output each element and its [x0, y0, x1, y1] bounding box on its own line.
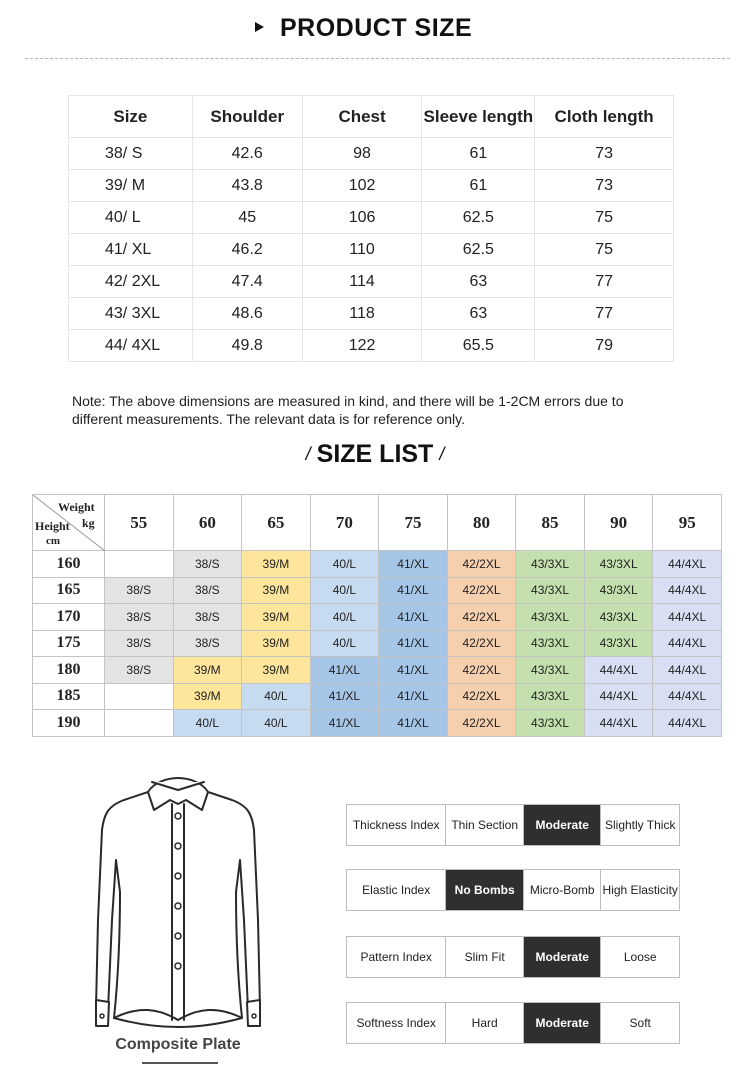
- size-cell: 44/4XL: [653, 604, 722, 631]
- size-cell: 41/XL: [310, 657, 379, 684]
- size-cell: 42/2XL: [447, 604, 516, 631]
- shoulder-cell: 42.6: [192, 138, 302, 170]
- size-cell: 41/XL: [379, 604, 448, 631]
- grid-body: [33, 551, 722, 737]
- length-cell: 75: [535, 202, 674, 234]
- height-value: 165: [33, 577, 105, 604]
- size-cell: 43/3XL: [516, 710, 585, 737]
- length-cell: 73: [535, 138, 674, 170]
- size-list-title: [0, 440, 750, 469]
- table-row: [69, 330, 674, 362]
- size-cell: 39/M: [242, 604, 311, 631]
- size-cell: 44/4XL: [584, 657, 653, 684]
- empty-cell: [105, 683, 174, 710]
- corner-height-label: Height: [35, 519, 70, 533]
- size-cell: 40/L: [242, 683, 311, 710]
- height-value: 175: [33, 630, 105, 657]
- weight-header: 60: [173, 495, 242, 551]
- pattern-option-selected: Moderate: [524, 937, 602, 977]
- elastic-option: High Elasticity: [601, 870, 679, 910]
- grid-row: [33, 604, 722, 631]
- size-cell: 38/S: [105, 657, 174, 684]
- size-cell: 39/M: [242, 630, 311, 657]
- header-size: Size: [69, 96, 193, 138]
- thickness-option: Slightly Thick: [601, 805, 679, 845]
- size-measurement-table: [68, 95, 674, 362]
- slash-decoration: /: [305, 444, 311, 464]
- grid-row: [33, 657, 722, 684]
- size-cell: 39/ M: [69, 170, 193, 202]
- size-cell: 41/XL: [310, 683, 379, 710]
- size-cell: 44/4XL: [653, 683, 722, 710]
- size-cell: 38/S: [173, 551, 242, 578]
- size-cell: 43/3XL: [516, 604, 585, 631]
- size-cell: 41/ XL: [69, 234, 193, 266]
- size-cell: 40/L: [310, 604, 379, 631]
- pattern-option: Slim Fit: [446, 937, 524, 977]
- shoulder-cell: 46.2: [192, 234, 302, 266]
- weight-header: 70: [310, 495, 379, 551]
- size-cell: 38/S: [173, 577, 242, 604]
- size-cell: 38/ S: [69, 138, 193, 170]
- sleeve-cell: 62.5: [422, 202, 535, 234]
- softness-index-row: [346, 1002, 680, 1044]
- corner-weight-unit: kg: [82, 516, 95, 530]
- size-cell: 44/4XL: [653, 577, 722, 604]
- size-cell: 44/4XL: [653, 630, 722, 657]
- size-cell: 38/S: [173, 604, 242, 631]
- shoulder-cell: 48.6: [192, 298, 302, 330]
- size-cell: 38/S: [105, 604, 174, 631]
- size-cell: 40/L: [242, 710, 311, 737]
- size-cell: 42/2XL: [447, 710, 516, 737]
- size-cell: 41/XL: [379, 683, 448, 710]
- grid-row: [33, 683, 722, 710]
- product-size-title-text: PRODUCT SIZE: [280, 14, 473, 42]
- size-cell: 42/2XL: [447, 551, 516, 578]
- size-cell: 43/3XL: [584, 551, 653, 578]
- size-cell: 40/L: [310, 551, 379, 578]
- size-cell: 43/3XL: [516, 657, 585, 684]
- size-cell: 44/4XL: [653, 657, 722, 684]
- size-cell: 41/XL: [310, 710, 379, 737]
- size-cell: 38/S: [173, 630, 242, 657]
- elastic-index-row: [346, 869, 680, 911]
- weight-header: 80: [447, 495, 516, 551]
- caption-underline: [142, 1062, 218, 1064]
- size-cell: 43/3XL: [516, 683, 585, 710]
- size-cell: 39/M: [242, 577, 311, 604]
- empty-cell: [105, 710, 174, 737]
- pattern-index-row: [346, 936, 680, 978]
- length-cell: 79: [535, 330, 674, 362]
- size-cell: 43/3XL: [516, 551, 585, 578]
- size-cell: 39/M: [242, 551, 311, 578]
- chest-cell: 98: [302, 138, 422, 170]
- sleeve-cell: 61: [422, 138, 535, 170]
- chest-cell: 114: [302, 266, 422, 298]
- corner-height-unit: cm: [46, 535, 61, 547]
- sleeve-cell: 65.5: [422, 330, 535, 362]
- product-size-header: [0, 0, 750, 62]
- grid-row: [33, 710, 722, 737]
- sleeve-cell: 62.5: [422, 234, 535, 266]
- shoulder-cell: 49.8: [192, 330, 302, 362]
- softness-index-label: Softness Index: [347, 1003, 446, 1043]
- size-cell: 40/ L: [69, 202, 193, 234]
- size-cell: 44/4XL: [653, 551, 722, 578]
- softness-option: Soft: [601, 1003, 679, 1043]
- size-cell: 44/4XL: [584, 710, 653, 737]
- softness-option: Hard: [446, 1003, 524, 1043]
- size-cell: 42/2XL: [447, 577, 516, 604]
- weight-header: 65: [242, 495, 311, 551]
- shoulder-cell: 45: [192, 202, 302, 234]
- size-cell: 39/M: [242, 657, 311, 684]
- size-cell: 43/3XL: [584, 577, 653, 604]
- elastic-option: Micro-Bomb: [524, 870, 602, 910]
- height-value: 160: [33, 551, 105, 578]
- header-sleeve-length: Sleeve length: [422, 96, 535, 138]
- size-cell: 40/L: [173, 710, 242, 737]
- size-cell: 41/XL: [379, 710, 448, 737]
- size-cell: 41/XL: [379, 630, 448, 657]
- weight-header: 55: [105, 495, 174, 551]
- shirt-illustration: [78, 770, 278, 1038]
- height-value: 180: [33, 657, 105, 684]
- size-cell: 44/4XL: [653, 710, 722, 737]
- chest-cell: 102: [302, 170, 422, 202]
- grid-header-row: [33, 495, 722, 551]
- length-cell: 77: [535, 266, 674, 298]
- table-row: [69, 298, 674, 330]
- size-cell: 44/ 4XL: [69, 330, 193, 362]
- pattern-option: Loose: [601, 937, 679, 977]
- elastic-option-selected: No Bombs: [446, 870, 524, 910]
- thickness-option: Thin Section: [446, 805, 524, 845]
- product-size-title: [255, 14, 472, 43]
- shoulder-cell: 47.4: [192, 266, 302, 298]
- weight-header: 75: [379, 495, 448, 551]
- weight-header: 85: [516, 495, 585, 551]
- size-cell: 43/3XL: [516, 577, 585, 604]
- size-cell: 42/2XL: [447, 657, 516, 684]
- size-list-title-text: SIZE LIST: [316, 440, 434, 468]
- chest-cell: 118: [302, 298, 422, 330]
- size-cell: 41/XL: [379, 577, 448, 604]
- table-row: [69, 266, 674, 298]
- shoulder-cell: 43.8: [192, 170, 302, 202]
- chest-cell: 110: [302, 234, 422, 266]
- size-list-grid: [32, 494, 722, 737]
- size-cell: 42/ 2XL: [69, 266, 193, 298]
- table-row: [69, 138, 674, 170]
- empty-cell: [105, 551, 174, 578]
- weight-header: 90: [584, 495, 653, 551]
- shirt-icon: [78, 770, 278, 1038]
- size-cell: 43/ 3XL: [69, 298, 193, 330]
- measurement-note: Note: The above dimensions are measured in kind, and there will be 1-2CM errors due to different measurements. The relevant data is for reference only.: [72, 393, 624, 427]
- grid-row: [33, 630, 722, 657]
- table-row: [69, 170, 674, 202]
- header-chest: Chest: [302, 96, 422, 138]
- size-cell: 39/M: [173, 683, 242, 710]
- size-cell: 42/2XL: [447, 630, 516, 657]
- table-header-row: [69, 96, 674, 138]
- elastic-index-label: Elastic Index: [347, 870, 446, 910]
- sleeve-cell: 61: [422, 170, 535, 202]
- sleeve-cell: 63: [422, 298, 535, 330]
- size-cell: 44/4XL: [584, 683, 653, 710]
- pattern-index-label: Pattern Index: [347, 937, 446, 977]
- shirt-caption: Composite Plate: [115, 1036, 241, 1053]
- size-cell: 40/L: [310, 577, 379, 604]
- size-cell: 41/XL: [379, 551, 448, 578]
- size-cell: 43/3XL: [584, 604, 653, 631]
- header-shoulder: Shoulder: [192, 96, 302, 138]
- height-value: 170: [33, 604, 105, 631]
- softness-option-selected: Moderate: [524, 1003, 602, 1043]
- dashed-divider: [25, 58, 730, 59]
- thickness-index-label: Thickness Index: [347, 805, 446, 845]
- size-cell: 40/L: [310, 630, 379, 657]
- grid-row: [33, 577, 722, 604]
- height-value: 190: [33, 710, 105, 737]
- size-cell: 42/2XL: [447, 683, 516, 710]
- grid-row: [33, 551, 722, 578]
- chest-cell: 106: [302, 202, 422, 234]
- table-row: [69, 234, 674, 266]
- height-value: 185: [33, 683, 105, 710]
- size-cell: 43/3XL: [584, 630, 653, 657]
- size-cell: 38/S: [105, 577, 174, 604]
- thickness-option-selected: Moderate: [524, 805, 602, 845]
- corner-weight-label: Weight: [58, 500, 95, 514]
- slash-decoration: /: [439, 444, 445, 464]
- header-cloth-length: Cloth length: [535, 96, 674, 138]
- length-cell: 75: [535, 234, 674, 266]
- table-row: [69, 202, 674, 234]
- triangle-right-icon: [255, 22, 264, 32]
- sleeve-cell: 63: [422, 266, 535, 298]
- chest-cell: 122: [302, 330, 422, 362]
- size-cell: 43/3XL: [516, 630, 585, 657]
- grid-corner-cell: [33, 495, 105, 551]
- size-cell: 38/S: [105, 630, 174, 657]
- thickness-index-row: [346, 804, 680, 846]
- weight-header: 95: [653, 495, 722, 551]
- length-cell: 77: [535, 298, 674, 330]
- size-cell: 39/M: [173, 657, 242, 684]
- size-cell: 41/XL: [379, 657, 448, 684]
- length-cell: 73: [535, 170, 674, 202]
